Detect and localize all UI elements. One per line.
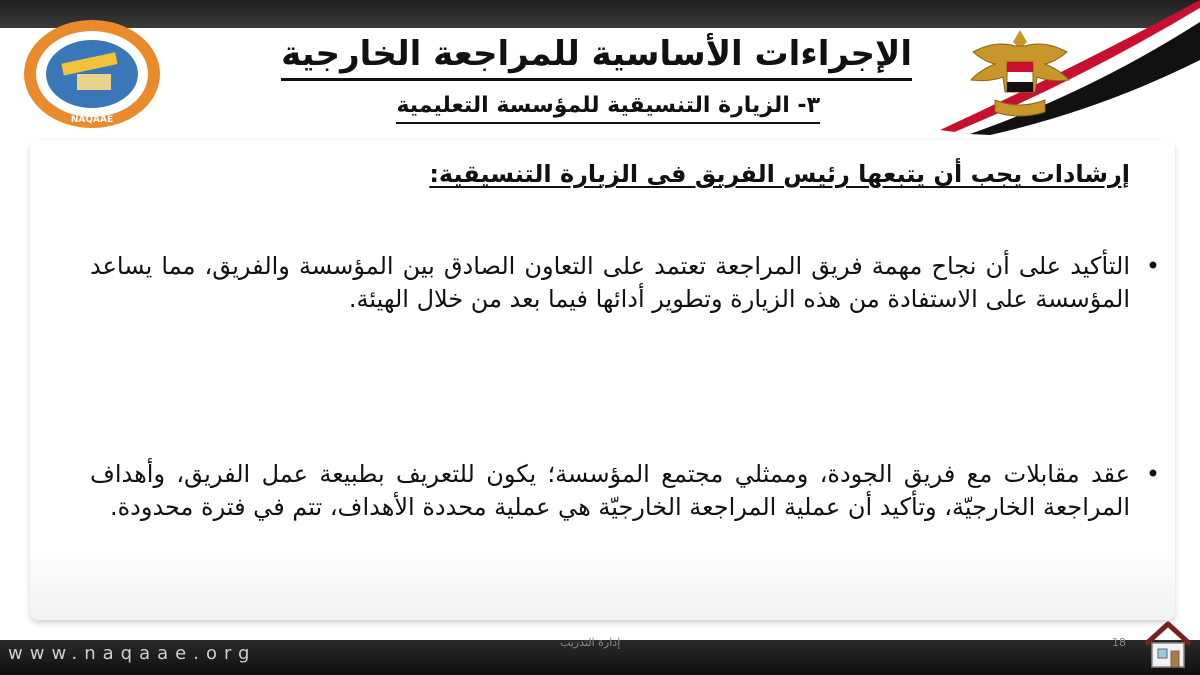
home-icon[interactable] [1140,616,1196,672]
section-heading: إرشادات يجب أن يتبعها رئيس الفريق فى الزيارة التنسيقية: [429,160,1130,188]
list-item-text: عقد مقابلات مع فريق الجودة، وممثلي مجتمع المؤسسة؛ يكون للتعريف بطبيعة عمل الفريق، وأهداف المراجعة الخارجيّة، وتأكيد أن عملية المراجعة الخارجيّة هي عملية محددة الأهداف، تتم في فترة محدودة. [90,460,1130,521]
footer-url-link[interactable]: www.naqaae.org [8,643,257,664]
page-number: 18 [1112,636,1126,649]
page-subtitle: ٣- الزيارة التنسيقية للمؤسسة التعليمية [396,90,820,124]
bullet-icon: • [1145,252,1160,280]
footer-department-label: إدارة التدريب [560,636,621,649]
naqaae-logo-icon [22,18,162,130]
naqaae-logo-text: NAQAAE [70,115,114,125]
content-panel [30,140,1175,620]
list-item [90,458,1160,524]
bullet-icon: • [1145,460,1160,488]
list-item-text: التأكيد على أن نجاح مهمة فريق المراجعة تعتمد على التعاون الصادق بين المؤسسة والفريق، مما يساعد المؤسسة على الاستفادة من هذه الزيارة وتطوير أدائها فيما بعد من خلال الهيئة. [90,252,1130,313]
page-title: الإجراءات الأساسية للمراجعة الخارجية [281,30,912,81]
egypt-eagle-emblem-icon [965,22,1075,122]
list-item [90,250,1160,316]
